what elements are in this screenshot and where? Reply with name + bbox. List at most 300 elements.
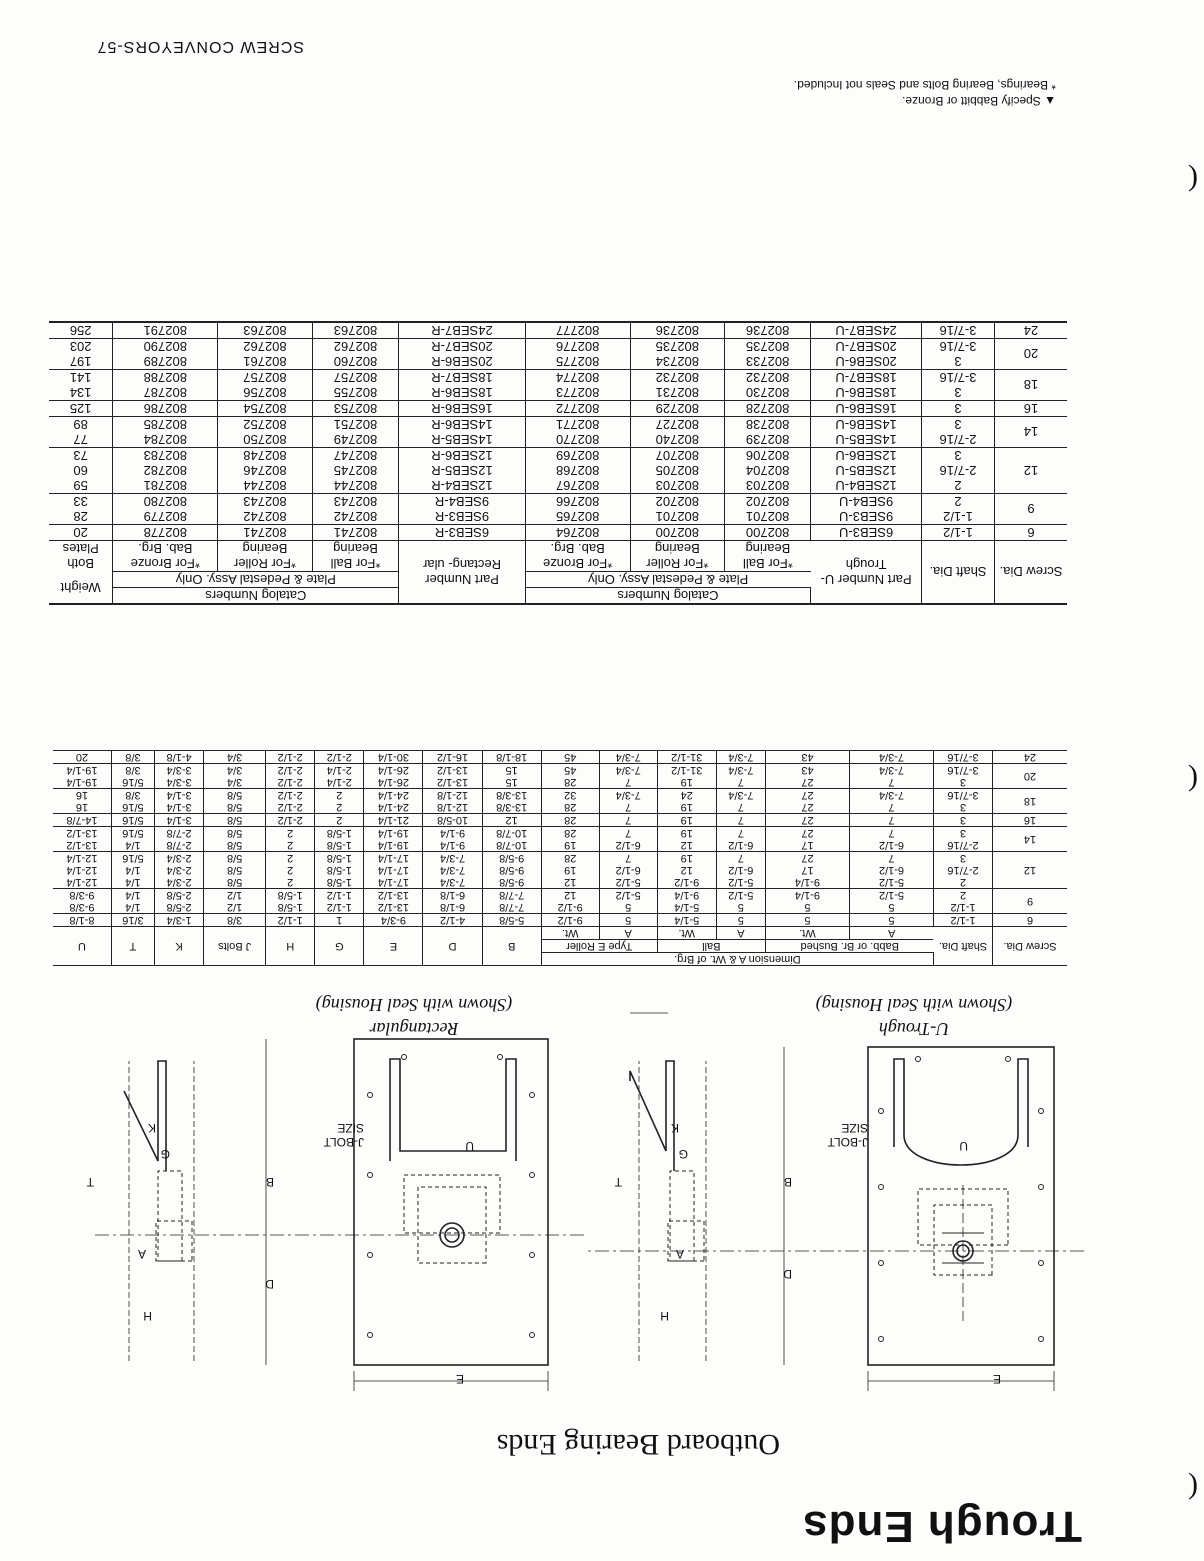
- cat-cell-u_ball: 802730 802732: [725, 370, 811, 401]
- dim-cell-b: 13-3/8 13-3/8: [482, 789, 541, 814]
- dim-cell-g: 2 2: [315, 789, 364, 814]
- dim-cell-b: 5-5/8: [482, 914, 541, 927]
- dim-cell-j: 1/2 1/2: [204, 889, 266, 914]
- th-ball-wt: Wt.: [657, 927, 716, 940]
- table-row: [53, 827, 1067, 852]
- dim-cell-screw: 9: [993, 889, 1068, 914]
- dim-cell-h: 2-1/2 2-1/2: [266, 764, 315, 789]
- dim-cell-j: 5/8 5/8: [204, 789, 266, 814]
- dim-cell-babb_wt: 5: [765, 914, 849, 927]
- r-dim-e: E: [455, 1372, 464, 1386]
- dim-cell-shaft: 2 2-7/16 3: [934, 852, 993, 889]
- dim-cell-e: 26-1/4 26-1/4: [364, 764, 423, 789]
- dim-cell-shaft: 1-1/2 2: [934, 889, 993, 914]
- dim-cell-t: 5/16: [111, 814, 154, 827]
- dim-cell-roll_a: 5-1/2 6-1/2 7: [599, 852, 657, 889]
- u-dim-d: D: [783, 1267, 792, 1281]
- dim-cell-ball_wt: 12 19: [657, 827, 716, 852]
- cat-cell-r_bronze: 802779 802780: [113, 494, 218, 525]
- table-row: [49, 339, 1067, 370]
- cat-cell-shaft: 1-1/2: [922, 525, 995, 541]
- dim-cell-roll_a: 6-1/2 7: [599, 827, 657, 852]
- dim-cell-g: 2: [315, 814, 364, 827]
- cat-cell-r_ball: 802749 802751: [312, 417, 399, 448]
- cat-cell-r_roller: 802763: [218, 322, 313, 339]
- dim-cell-k: 3-3/4 3-3/4: [155, 764, 204, 789]
- dim-cell-roll_a: 7: [599, 814, 657, 827]
- dim-cell-roll_a: 7-3/4: [599, 751, 657, 764]
- dim-cell-d: 9-1/4 9-1/4: [423, 827, 482, 852]
- dim-cell-t: 1/4 1/4 5/16: [111, 852, 154, 889]
- dim-cell-h: 1-1/2: [266, 914, 315, 927]
- cat-cell-u_roller: 802701 802702: [630, 494, 725, 525]
- dim-cell-e: 9-3/4: [364, 914, 423, 927]
- cat-cell-u_roller: 802731 802732: [630, 370, 725, 401]
- dim-cell-shaft: 3 3-7/16: [934, 789, 993, 814]
- dim-cell-babb_wt: 43: [765, 751, 849, 764]
- cat-cell-u_roller: 802703 802705 802707: [630, 448, 725, 494]
- r-dim-d: D: [265, 1277, 274, 1291]
- dim-cell-roll_a: 5 5-1/2: [599, 889, 657, 914]
- cat-cell-u_part: 12SEB4-U 12SEB5-U 12SEB6-U: [811, 448, 922, 494]
- dim-cell-t: 3/8: [111, 751, 154, 764]
- cat-cell-r_part: 20SEB6-R 20SEB7-R: [399, 339, 525, 370]
- dim-cell-shaft: 3: [934, 814, 993, 827]
- dim-cell-k: 3-1/4: [155, 814, 204, 827]
- dim-cell-ball_a: 5-1/2 6-1/2 7: [716, 852, 765, 889]
- cat-cell-r_part: 24SEB7-R: [399, 322, 525, 339]
- cat-cell-r_bronze: 802781 802782 802783: [113, 448, 218, 494]
- cat-cell-u_bronze: 802773 802774: [525, 370, 630, 401]
- dim-cell-j: 3/4: [204, 751, 266, 764]
- cat-cell-screw: 20: [995, 339, 1068, 370]
- dim-cell-b: 7-7/8 7-7/8: [482, 889, 541, 914]
- th-cat-r-ball: *For Ball Bearing: [312, 541, 399, 572]
- dim-cell-roll_wt: 19 28: [541, 827, 599, 852]
- dim-cell-ball_wt: 31-1/2: [657, 751, 716, 764]
- cat-cell-r_roller: 802741: [218, 525, 313, 541]
- table-row: [49, 494, 1067, 525]
- dim-cell-b: 12: [482, 814, 541, 827]
- dim-cell-ball_wt: 9-1/2 12 19: [657, 852, 716, 889]
- cat-cell-screw: 18: [995, 370, 1068, 401]
- th-cat-shaft: Shaft Dia.: [922, 541, 995, 605]
- dim-cell-j: 5/8 5/8 5/8: [204, 852, 266, 889]
- cat-cell-r_bronze: 802787 802788: [113, 370, 218, 401]
- cat-cell-r_ball: 802763: [312, 322, 399, 339]
- dim-cell-e: 21-1/4: [364, 814, 423, 827]
- u-dim-a: A: [675, 1247, 684, 1261]
- margin-mark: (: [1188, 164, 1198, 197]
- cat-cell-r_ball: 802744 802745 802747: [312, 448, 399, 494]
- r-dim-u: U: [465, 1139, 474, 1153]
- cat-cell-u_ball: 802700: [725, 525, 811, 541]
- dim-cell-ball_a: 5: [716, 914, 765, 927]
- dim-cell-ball_a: 7-3/4: [716, 751, 765, 764]
- cat-cell-u_ball: 802728: [725, 401, 811, 417]
- cat-cell-screw: 6: [995, 525, 1068, 541]
- dim-cell-j: 3/4 3/4: [204, 764, 266, 789]
- dimension-table-body: [53, 751, 1067, 927]
- dim-cell-roll_wt: 28 45: [541, 764, 599, 789]
- dim-cell-u: 16 16: [53, 789, 111, 814]
- th-cat-u-part: Part Number U-Trough: [811, 541, 922, 605]
- dim-cell-roll_wt: 45: [541, 751, 599, 764]
- cat-cell-u_part: 16SEB6-U: [811, 401, 922, 417]
- th-cat-u-ball: *For Ball Bearing: [725, 541, 811, 572]
- dim-cell-t: 1/4 1/4: [111, 889, 154, 914]
- cat-cell-u_bronze: 802777: [525, 322, 630, 339]
- dim-cell-babb_wt: 9-1/4 17 27: [765, 852, 849, 889]
- dim-cell-h: 1-5/8 1-5/8: [266, 889, 315, 914]
- th-e: E: [364, 927, 423, 966]
- dim-cell-roll_wt: 9-1/2: [541, 914, 599, 927]
- u-dim-h: H: [660, 1309, 669, 1323]
- r-dim-g: G: [160, 1147, 170, 1161]
- cat-cell-u_roller: 802700: [630, 525, 725, 541]
- dim-cell-h: 2 2 2: [266, 852, 315, 889]
- dim-cell-u: 9-3/8 9-3/8: [53, 889, 111, 914]
- dim-cell-babb_wt: 27 27: [765, 789, 849, 814]
- dimension-table: [53, 750, 1067, 966]
- note-babbitt: ▲ Specify Babbitt or Bronze.: [902, 94, 1056, 108]
- dim-cell-ball_wt: 5-1/4: [657, 914, 716, 927]
- u-trough-side-profile: [630, 1061, 674, 1171]
- th-dim-group: Dimension A & Wt. of Brg.: [541, 953, 933, 966]
- cat-cell-r_bronze: 802784 802785: [113, 417, 218, 448]
- cat-cell-u_bronze: 802764: [525, 525, 630, 541]
- dim-cell-roll_wt: 28: [541, 814, 599, 827]
- cat-cell-weight: 134 141: [49, 370, 113, 401]
- rect-caption: Rectangular: [369, 1019, 459, 1039]
- th-t: T: [111, 927, 154, 966]
- dim-cell-b: 15 15: [482, 764, 541, 789]
- dim-cell-g: 2-1/4 2-1/4: [315, 764, 364, 789]
- th-cat-catalog2: Catalog Numbers: [113, 588, 399, 605]
- dim-cell-screw: 24: [993, 751, 1068, 764]
- cat-cell-r_roller: 802742 802743: [218, 494, 313, 525]
- dim-cell-ball_wt: 19: [657, 814, 716, 827]
- cat-cell-u_part: 20SEB6-U 20SEB7-U: [811, 339, 922, 370]
- cat-cell-u_part: 24SEB7-U: [811, 322, 922, 339]
- u-dim-e: E: [992, 1372, 1001, 1386]
- dim-cell-g: 1-5/8 1-5/8 1-5/8: [315, 852, 364, 889]
- cat-cell-r_roller: 802744 802746 802748: [218, 448, 313, 494]
- th-ball-a: A: [716, 927, 765, 940]
- cat-cell-r_part: 6SEB3-R: [399, 525, 525, 541]
- dim-cell-u: 8-1/8: [53, 914, 111, 927]
- cat-cell-u_bronze: 802767 802768 802769: [525, 448, 630, 494]
- dim-cell-shaft: 3-7/16: [934, 751, 993, 764]
- table-row: [49, 401, 1067, 417]
- cat-cell-screw: 24: [995, 322, 1068, 339]
- table-row: [49, 322, 1067, 339]
- catalog-table-body: [49, 322, 1067, 541]
- th-cat-r-part: Part Number Rectang- ular: [399, 541, 525, 605]
- dim-cell-h: 2-1/2: [266, 751, 315, 764]
- dim-cell-g: 1-5/8 1-5/8: [315, 827, 364, 852]
- dim-cell-babb_a: 5 5-1/2: [849, 889, 933, 914]
- u-trough-caption: U-Trough: [878, 1019, 950, 1039]
- dim-cell-d: 12-1/8 12-1/8: [423, 789, 482, 814]
- cat-cell-r_ball: 802742 802743: [312, 494, 399, 525]
- dim-cell-ball_wt: 19 24: [657, 789, 716, 814]
- dim-cell-e: 24-1/4 24-1/4: [364, 789, 423, 814]
- rectangular-drawing: [94, 1039, 584, 1391]
- cat-cell-u_part: 6SEB3-U: [811, 525, 922, 541]
- dim-cell-ball_wt: 5-1/4 9-1/4: [657, 889, 716, 914]
- table-row: [49, 417, 1067, 448]
- table-row: [53, 889, 1067, 914]
- dim-cell-u: 19-1/4 19-1/4: [53, 764, 111, 789]
- r-dim-h: H: [143, 1309, 152, 1323]
- th-d: D: [423, 927, 482, 966]
- th-babb: Babb. or Br. Bushed: [765, 940, 933, 953]
- table-row: [49, 525, 1067, 541]
- th-u: U: [53, 927, 111, 966]
- dim-cell-k: 2-7/8 2-7/8: [155, 827, 204, 852]
- dim-cell-babb_a: 7-3/4: [849, 751, 933, 764]
- cat-cell-screw: 16: [995, 401, 1068, 417]
- dim-cell-shaft: 2-7/16 3: [934, 827, 993, 852]
- cat-cell-weight: 77 89: [49, 417, 113, 448]
- r-jbolt-label: J-BOLT SIZE: [323, 1121, 364, 1149]
- cat-cell-u_bronze: 802770 802771: [525, 417, 630, 448]
- cat-cell-weight: 256: [49, 322, 113, 339]
- cat-cell-r_part: 14SEB5-R 14SEB6-R: [399, 417, 525, 448]
- dim-cell-shaft: 1-1/2: [934, 914, 993, 927]
- cat-cell-r_part: 12SEB4-R 12SEB5-R 12SEB6-R: [399, 448, 525, 494]
- cat-cell-u_roller: 802736: [630, 322, 725, 339]
- dim-cell-e: 13-1/2 13-1/2: [364, 889, 423, 914]
- r-dim-t: T: [86, 1175, 94, 1189]
- dim-cell-t: 5/16 3/8: [111, 789, 154, 814]
- dim-cell-k: 2-5/8 2-5/8: [155, 889, 204, 914]
- dim-cell-screw: 14: [993, 827, 1068, 852]
- table-row: [49, 370, 1067, 401]
- dim-cell-u: 13-1/2 13-1/2: [53, 827, 111, 852]
- table-row: [49, 448, 1067, 494]
- cat-cell-shaft: 2 2-7/16 3: [922, 448, 995, 494]
- dim-cell-babb_a: 7: [849, 814, 933, 827]
- catalog-table: [49, 321, 1067, 605]
- dim-cell-b: 10-7/8 10-7/8: [482, 827, 541, 852]
- r-dim-a: A: [137, 1247, 146, 1261]
- dim-cell-k: 1-3/4: [155, 914, 204, 927]
- dim-cell-screw: 12: [993, 852, 1068, 889]
- cat-cell-u_part: 14SEB5-U 14SEB6-U: [811, 417, 922, 448]
- th-roll-wt: Wt.: [541, 927, 599, 940]
- cat-cell-u_part: 9SEB3-U 9SEB4-U: [811, 494, 922, 525]
- u-trough-drawing: [584, 1013, 1084, 1391]
- dim-cell-screw: 6: [993, 914, 1068, 927]
- cat-cell-weight: 28 33: [49, 494, 113, 525]
- th-cat-u-bronze: *For Bronze Bab. Brg.: [525, 541, 630, 572]
- dim-cell-g: 1: [315, 914, 364, 927]
- table-row: [53, 751, 1067, 764]
- dim-cell-e: 19-1/4 19-1/4: [364, 827, 423, 852]
- th-roller: Type E Roller: [541, 940, 657, 953]
- dim-cell-k: 3-1/4 3-1/4: [155, 789, 204, 814]
- cat-cell-r_part: 18SEB6-R 18SEB7-R: [399, 370, 525, 401]
- cat-cell-r_roller: 802750 802752: [218, 417, 313, 448]
- footnotes: [794, 77, 1056, 109]
- dim-cell-ball_a: 6-1/2 7: [716, 827, 765, 852]
- dim-cell-roll_wt: 28 32: [541, 789, 599, 814]
- dim-cell-k: 4-1/8: [155, 751, 204, 764]
- note-bearings: * Bearings, Bearing Bolts and Seals not Included.: [793, 78, 1056, 92]
- cat-cell-u_roller: 802740 802727: [630, 417, 725, 448]
- cat-cell-shaft: 1-1/2 2: [922, 494, 995, 525]
- dim-cell-e: 17-1/4 17-1/4 17-1/4: [364, 852, 423, 889]
- dim-cell-b: 9-5/8 9-5/8 9-5/8: [482, 852, 541, 889]
- dim-cell-roll_a: 7 7-3/4: [599, 789, 657, 814]
- cat-cell-u_bronze: 802775 802776: [525, 339, 630, 370]
- cat-cell-r_bronze: 802791: [113, 322, 218, 339]
- th-roll-a: A: [599, 927, 657, 940]
- u-dim-k: K: [670, 1121, 679, 1135]
- th-babb-wt: Wt.: [765, 927, 849, 940]
- cat-cell-r_roller: 802756 802757: [218, 370, 313, 401]
- cat-cell-u_bronze: 802765 802766: [525, 494, 630, 525]
- cat-cell-r_roller: 802761 802762: [218, 339, 313, 370]
- th-cat-r-roller: *For Roller Bearing: [218, 541, 313, 572]
- cat-cell-u_roller: 802729: [630, 401, 725, 417]
- u-jbolt-label: J-BOLT SIZE: [827, 1121, 868, 1149]
- cat-cell-r_bronze: 802778: [113, 525, 218, 541]
- th-cat-catalog1: Catalog Numbers: [525, 588, 810, 605]
- th-babb-a: A: [849, 927, 933, 940]
- th-h: H: [266, 927, 315, 966]
- dim-cell-babb_a: 7 7-3/4: [849, 789, 933, 814]
- dim-cell-screw: 20: [993, 764, 1068, 789]
- cat-cell-u_roller: 802734 802735: [630, 339, 725, 370]
- th-screw: Screw Dia.: [993, 927, 1068, 966]
- dim-cell-babb_a: 6-1/2 7: [849, 827, 933, 852]
- cat-cell-weight: 125: [49, 401, 113, 417]
- th-g: G: [315, 927, 364, 966]
- th-cat-u-roller: *For Roller Bearing: [630, 541, 725, 572]
- cat-cell-u_ball: 802736: [725, 322, 811, 339]
- dim-cell-d: 7-3/4 7-3/4 7-3/4: [423, 852, 482, 889]
- cat-cell-shaft: 3: [922, 401, 995, 417]
- margin-mark: (: [1188, 1472, 1198, 1505]
- dim-cell-babb_wt: 27: [765, 814, 849, 827]
- cat-cell-r_bronze: 802786: [113, 401, 218, 417]
- dim-cell-d: 10-5/8: [423, 814, 482, 827]
- dim-cell-j: 5/8: [204, 814, 266, 827]
- cat-cell-shaft: 3 3-7/16: [922, 370, 995, 401]
- cat-cell-u_ball: 802733 802735: [725, 339, 811, 370]
- th-cat-plate2: Plate & Pedestal Assy. Only: [113, 572, 399, 588]
- dim-cell-t: 1/4 5/16: [111, 827, 154, 852]
- cat-cell-shaft: 3-7/16: [922, 322, 995, 339]
- dim-cell-babb_wt: 17 27: [765, 827, 849, 852]
- th-cat-both: Both Plates: [49, 541, 113, 572]
- dim-cell-d: 4-1/2: [423, 914, 482, 927]
- dim-cell-babb_wt: 27 43: [765, 764, 849, 789]
- u-dim-b: B: [783, 1175, 792, 1189]
- th-j: J Bolts: [204, 927, 266, 966]
- cat-cell-r_ball: 802755 802757: [312, 370, 399, 401]
- dim-cell-babb_wt: 5 9-1/4: [765, 889, 849, 914]
- margin-mark: (: [1188, 764, 1198, 797]
- dim-cell-roll_a: 7 7-3/4: [599, 764, 657, 789]
- table-row: [53, 764, 1067, 789]
- cat-cell-weight: 20: [49, 525, 113, 541]
- table-row: [53, 789, 1067, 814]
- dim-cell-d: 6-1/8 6-1/8: [423, 889, 482, 914]
- dim-cell-h: 2-1/2 2-1/2: [266, 789, 315, 814]
- dim-cell-ball_a: 7: [716, 814, 765, 827]
- cat-cell-u_ball: 802701 802702: [725, 494, 811, 525]
- u-trough-subcaption: (Shown with Seal Housing): [815, 995, 1013, 1015]
- cat-cell-r_ball: 802741: [312, 525, 399, 541]
- dim-cell-screw: 18: [993, 789, 1068, 814]
- dim-cell-u: 14-7/8: [53, 814, 111, 827]
- th-shaft: Shaft Dia.: [934, 927, 993, 966]
- dim-cell-g: 1-1/2 1-1/2: [315, 889, 364, 914]
- dim-cell-babb_a: 5-1/2 6-1/2 7: [849, 852, 933, 889]
- table-row: [53, 814, 1067, 827]
- dim-cell-shaft: 3 3-7/16: [934, 764, 993, 789]
- dim-cell-k: 2-3/4 2-3/4 2-3/4: [155, 852, 204, 889]
- dim-cell-t: 5/16 3/8: [111, 764, 154, 789]
- dim-cell-j: 5/8 5/8: [204, 827, 266, 852]
- cat-cell-r_part: 9SEB3-R 9SEB4-R: [399, 494, 525, 525]
- cat-cell-weight: 197 203: [49, 339, 113, 370]
- cat-cell-u_part: 18SEB6-U 18SEB7-U: [811, 370, 922, 401]
- dim-cell-b: 18-1/8: [482, 751, 541, 764]
- u-trough-plate: [868, 1047, 1054, 1365]
- dim-cell-h: 2 2: [266, 827, 315, 852]
- cat-cell-r_ball: 802760 802762: [312, 339, 399, 370]
- table-row: [53, 852, 1067, 889]
- dim-cell-j: 3/8: [204, 914, 266, 927]
- page-title: Trough Ends: [802, 1502, 1082, 1551]
- rect-subcaption: (Shown with Seal Housing): [315, 995, 513, 1015]
- page-subtitle: Outboard Bearing Ends: [496, 1428, 780, 1461]
- th-b: B: [482, 927, 541, 966]
- dim-cell-babb_a: 5: [849, 914, 933, 927]
- u-dim-t: T: [614, 1175, 622, 1189]
- r-dim-b: B: [265, 1175, 274, 1189]
- dim-cell-ball_a: 7 7-3/4: [716, 789, 765, 814]
- dim-cell-u: 20: [53, 751, 111, 764]
- dim-cell-g: 2-1/2: [315, 751, 364, 764]
- cat-cell-screw: 12: [995, 448, 1068, 494]
- dim-cell-ball_a: 5 5-1/2: [716, 889, 765, 914]
- dim-cell-ball_a: 7 7-3/4: [716, 764, 765, 789]
- cat-cell-shaft: 2-7/16 3: [922, 417, 995, 448]
- cat-cell-r_bronze: 802789 802790: [113, 339, 218, 370]
- cat-cell-u_ball: 802739 802738: [725, 417, 811, 448]
- th-cat-plate1: Plate & Pedestal Assy. Only: [525, 572, 810, 588]
- dim-cell-d: 16-1/2: [423, 751, 482, 764]
- cat-cell-screw: 14: [995, 417, 1068, 448]
- dim-cell-e: 30-1/4: [364, 751, 423, 764]
- dim-cell-babb_a: 7 7-3/4: [849, 764, 933, 789]
- dim-cell-roll_wt: 9-1/2 12: [541, 889, 599, 914]
- dim-cell-h: 2-1/2: [266, 814, 315, 827]
- table-row: [53, 914, 1067, 927]
- dim-cell-u: 12-1/4 12-1/4 12-1/4: [53, 852, 111, 889]
- dim-cell-d: 13-1/2 13-1/2: [423, 764, 482, 789]
- cat-cell-screw: 9: [995, 494, 1068, 525]
- th-cat-r-bronze: *For Bronze Bab. Brg.: [113, 541, 218, 572]
- cat-cell-r_roller: 802754: [218, 401, 313, 417]
- th-k: K: [155, 927, 204, 966]
